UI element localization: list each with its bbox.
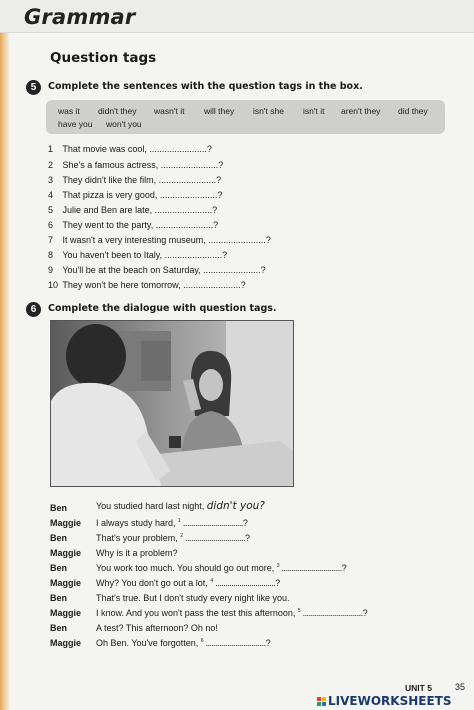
speaker-name: Maggie: [50, 578, 82, 588]
sentence-number: 7: [48, 235, 54, 245]
example-answer: didn't you?: [206, 500, 265, 512]
sentence-text: She's a famous actress, .......................?: [62, 160, 224, 170]
sentence-text: They went to the party, .......................?: [62, 220, 219, 230]
sentence-7[interactable]: [48, 235, 271, 245]
speaker-name: Maggie: [50, 548, 82, 558]
dialogue-text: That's true. But I don't study every night like you.: [96, 593, 290, 603]
sentence-text: They won't be here tomorrow, .......................?: [62, 280, 246, 290]
speaker-name: Ben: [50, 563, 68, 573]
box-word: did they: [398, 106, 428, 116]
box-word: won't you: [106, 119, 142, 129]
sentence-text: They didn't like the film, .......................?: [62, 175, 222, 185]
exercise-6-number: 6: [26, 302, 41, 317]
page-edge-accent: [0, 0, 10, 710]
unit-number: 5: [427, 683, 432, 693]
sentence-8[interactable]: [48, 250, 227, 260]
speaker-name: Ben: [50, 623, 68, 633]
sentence-6[interactable]: [48, 220, 218, 230]
dialogue-text: Why is it a problem?: [96, 548, 178, 558]
speaker-name: Ben: [50, 533, 68, 543]
answer-blank[interactable]: ..............................?: [183, 533, 250, 543]
dialogue-line-2[interactable]: [96, 518, 247, 528]
box-word: isn't it: [303, 106, 325, 116]
sentence-number: 5: [48, 205, 54, 215]
sentence-3[interactable]: [48, 175, 221, 185]
dialogue-text: I know. And you won't pass the test this afternoon,: [96, 608, 298, 618]
sentence-number: 10: [48, 280, 59, 290]
dialogue-line-3[interactable]: [96, 533, 250, 543]
speaker-name: Ben: [50, 503, 68, 513]
dialogue-line-1: [96, 500, 265, 512]
sentence-number: 3: [48, 175, 54, 185]
page-number: 35: [455, 682, 466, 692]
sentence-9[interactable]: [48, 265, 266, 275]
liveworksheets-watermark[interactable]: LIVEWORKSHEETS: [328, 694, 452, 708]
dialogue-line-9: [96, 623, 218, 633]
sentence-number: 8: [48, 250, 54, 260]
dialogue-text: A test? This afternoon? Oh no!: [96, 623, 218, 633]
blank-number: 3: [276, 563, 280, 569]
answer-blank[interactable]: ..............................?: [300, 608, 368, 618]
dialogue-line-5[interactable]: [96, 563, 346, 573]
dialogue-text: You work too much. You should go out more,: [96, 563, 277, 573]
box-word: will they: [204, 106, 235, 116]
unit-label: [405, 683, 432, 693]
dialogue-line-7: [96, 593, 290, 603]
answer-blank[interactable]: ..............................?: [213, 578, 280, 588]
blank-number: 1: [178, 518, 181, 524]
box-word: wasn't it: [154, 106, 185, 116]
box-word: isn't she: [253, 106, 284, 116]
page-header: [0, 0, 474, 33]
sentence-number: 9: [48, 265, 54, 275]
liveworksheets-logo-icon: [317, 697, 326, 706]
blank-number: 6: [200, 638, 204, 644]
sentence-2[interactable]: [48, 160, 223, 170]
exercise-6-instruction: Complete the dialogue with question tags.: [48, 303, 277, 314]
dialogue-text: Oh Ben. You've forgotten,: [96, 638, 201, 648]
sentence-number: 4: [48, 190, 54, 200]
speaker-name: Ben: [50, 593, 68, 603]
answer-blank[interactable]: ..............................?: [279, 563, 347, 573]
sentence-5[interactable]: [48, 205, 217, 215]
section-title: Question tags: [50, 50, 157, 66]
dialogue-line-6[interactable]: [96, 578, 280, 588]
sentence-text: That pizza is very good, .......................?: [62, 190, 223, 200]
dialogue-text: You studied hard last night,: [96, 501, 207, 511]
box-word: was it: [58, 106, 80, 116]
unit-label-text: UNIT: [405, 683, 425, 693]
blank-number: 4: [210, 578, 214, 584]
word-box: [46, 100, 445, 134]
answer-blank[interactable]: ..............................?: [203, 638, 271, 648]
sentence-text: You haven't been to Italy, .......................?: [62, 250, 228, 260]
blank-number: 2: [180, 533, 184, 539]
photo-illustration: [51, 321, 293, 486]
sentence-text: You'll be at the beach on Saturday, .......................?: [62, 265, 266, 275]
sentence-4[interactable]: [48, 190, 222, 200]
answer-blank[interactable]: ..............................?: [180, 518, 248, 528]
sentence-text: That movie was cool, .......................?: [62, 144, 212, 154]
page-header-title: Grammar: [24, 5, 136, 29]
speaker-name: Maggie: [50, 608, 82, 618]
speaker-name: Maggie: [50, 638, 82, 648]
sentence-text: It wasn't a very interesting museum, .......................?: [62, 235, 271, 245]
box-word: aren't they: [341, 106, 381, 116]
dialogue-text: That's your problem,: [96, 533, 181, 543]
sentence-number: 6: [48, 220, 54, 230]
dialogue-line-10[interactable]: [96, 638, 270, 648]
sentence-number: 2: [48, 160, 54, 170]
sentence-10[interactable]: [48, 280, 246, 290]
dialogue-line-4: [96, 548, 178, 558]
dialogue-text: I always study hard,: [96, 518, 179, 528]
exercise-5-instruction: Complete the sentences with the question tags in the box.: [48, 81, 363, 92]
sentence-text: Julie and Ben are late, .......................?: [62, 205, 218, 215]
box-word: have you: [58, 119, 93, 129]
exercise-5-number: 5: [26, 80, 41, 95]
speaker-name: Maggie: [50, 518, 82, 528]
sentence-number: 1: [48, 144, 54, 154]
dialogue-photo: [50, 320, 294, 487]
dialogue-line-8[interactable]: [96, 608, 367, 618]
dialogue-text: Why? You don't go out a lot,: [96, 578, 211, 588]
sentence-1[interactable]: [48, 144, 212, 154]
blank-number: 5: [297, 608, 301, 614]
box-word: didn't they: [98, 106, 137, 116]
